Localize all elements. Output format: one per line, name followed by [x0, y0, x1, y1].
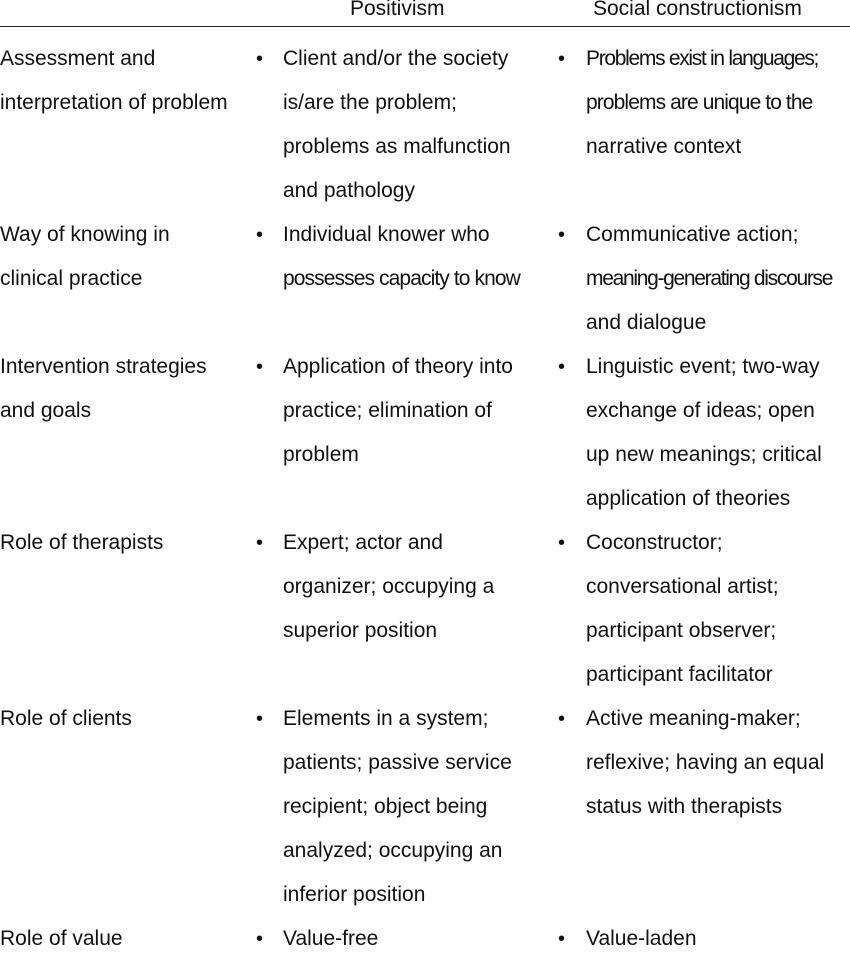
header-social-constructionism: Social constructionism: [593, 0, 802, 20]
table-header: [0, 0, 850, 27]
social-cell: Communicative action; meaning-generating discourse and dialogue: [586, 223, 833, 334]
bullet-icon: •: [256, 532, 264, 554]
bullet-icon: •: [256, 48, 264, 70]
bullet-icon: •: [558, 928, 566, 950]
positivism-cell: Client and/or the society is/are the problem; problems as malfunction and pathology: [283, 47, 511, 202]
bullet-icon: •: [256, 224, 264, 246]
bullet-icon: •: [558, 48, 566, 70]
row-category: Intervention strategies and goals: [0, 355, 207, 422]
positivism-cell: Elements in a system; patients; passive service recipient; object being analyzed; occupying an inferior position: [283, 707, 512, 906]
positivism-cell: Expert; actor and organizer; occupying a superior position: [283, 531, 495, 642]
table-row: [0, 213, 850, 345]
social-cell: Coconstructor; conversational artist; participant observer; participant facilitator: [586, 531, 779, 686]
table-row: [0, 37, 850, 213]
bullet-icon: •: [558, 224, 566, 246]
row-category: Way of knowing in clinical practice: [0, 223, 170, 290]
positivism-cell: Individual knower who possesses capacity to know: [283, 223, 520, 290]
social-cell: Value-laden: [586, 927, 697, 950]
row-category: Role of therapists: [0, 531, 164, 554]
bullet-icon: •: [256, 928, 264, 950]
table-row: [0, 917, 850, 961]
positivism-cell: Value-free: [283, 927, 379, 950]
row-category: Role of value: [0, 927, 123, 950]
bullet-icon: •: [558, 356, 566, 378]
header-positivism: Positivism: [350, 0, 445, 20]
bullet-icon: •: [558, 708, 566, 730]
social-cell: Linguistic event; two-way exchange of ideas; open up new meanings; critical application of theories: [586, 355, 822, 510]
row-category: Assessment and interpretation of problem: [0, 47, 228, 114]
row-category: Role of clients: [0, 707, 132, 730]
bullet-icon: •: [256, 708, 264, 730]
social-cell: Problems exist in languages; problems are unique to the narrative context: [586, 47, 819, 158]
table-row: [0, 697, 850, 917]
bullet-icon: •: [558, 532, 566, 554]
table-row: [0, 521, 850, 697]
bullet-icon: •: [256, 356, 264, 378]
table-row: [0, 345, 850, 521]
positivism-cell: Application of theory into practice; elimination of problem: [283, 355, 513, 466]
social-cell: Active meaning-maker; reflexive; having an equal status with therapists: [586, 707, 825, 818]
